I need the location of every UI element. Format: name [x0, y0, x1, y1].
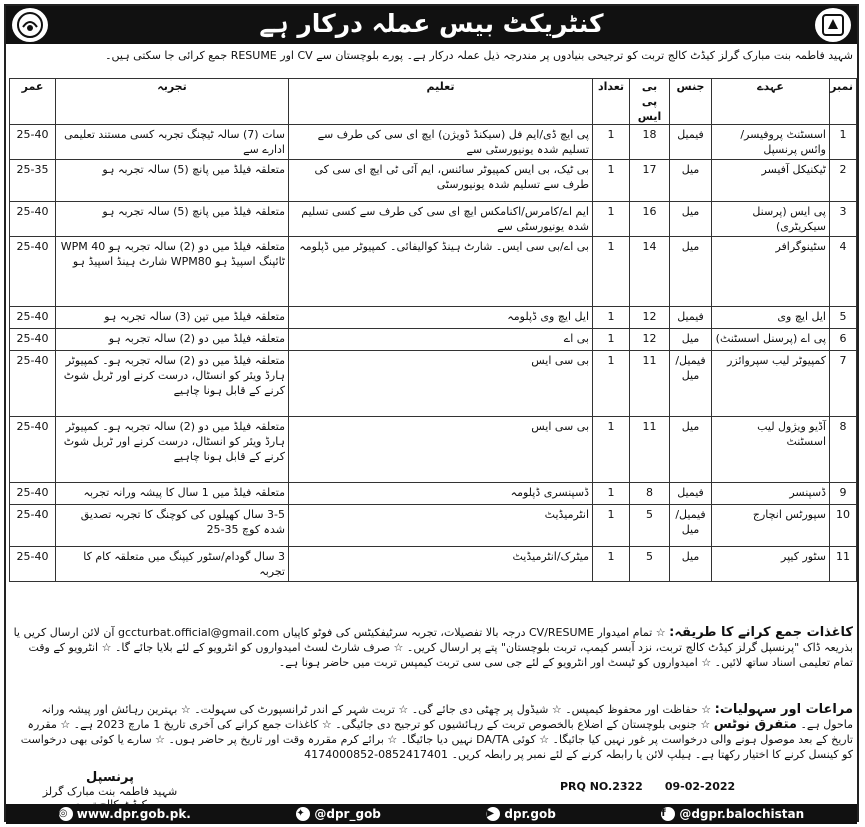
cell-no: 4 — [830, 237, 857, 307]
cell-gender: فیمیل/میل — [670, 351, 712, 417]
cell-experience: متعلقہ فیلڈ میں دو (2) سالہ تجربہ ہو۔ کمپیوٹر ہارڈ ویئر کو انسٹال، درست کرنے اور ٹربل شوٹ کرنے کے قابل ہونا چاہیے — [56, 417, 289, 483]
cell-bps: 14 — [630, 237, 670, 307]
cell-post: آڈیو ویژول لیب اسسٹنٹ — [712, 417, 830, 483]
cell-bps: 12 — [630, 329, 670, 351]
header-education: تعلیم — [289, 79, 593, 125]
cell-bps: 5 — [630, 547, 670, 582]
cell-gender: فیمیل/میل — [670, 505, 712, 547]
cell-age: 25-40 — [10, 125, 56, 160]
header-count: تعداد — [593, 79, 630, 125]
footer-youtube[interactable]: ▶ dpr.gob — [486, 807, 556, 821]
cell-count: 1 — [593, 237, 630, 307]
cell-count: 1 — [593, 160, 630, 202]
youtube-icon: ▶ — [486, 807, 500, 821]
cell-no: 1 — [830, 125, 857, 160]
table-row — [10, 202, 857, 237]
cell-count: 1 — [593, 351, 630, 417]
cell-experience: متعلقہ فیلڈ میں پانچ (5) سالہ تجربہ ہو — [56, 160, 289, 202]
cell-education: بی اے — [289, 329, 593, 351]
cell-count: 1 — [593, 125, 630, 160]
cell-no: 6 — [830, 329, 857, 351]
cell-age: 25-40 — [10, 351, 56, 417]
table-row — [10, 547, 857, 582]
cell-post: ایل ایچ وی — [712, 307, 830, 329]
cell-no: 11 — [830, 547, 857, 582]
cell-experience: متعلقہ فیلڈ میں پانچ (5) سالہ تجربہ ہو — [56, 202, 289, 237]
prq-number: PRQ NO.2322 — [560, 780, 643, 793]
cell-bps: 11 — [630, 417, 670, 483]
cell-gender: فیمیل — [670, 125, 712, 160]
cell-education: بی اے/بی سی ایس۔ شارٹ ہینڈ کوالیفائی۔ کمپیوٹر میں ڈپلومہ — [289, 237, 593, 307]
cell-age: 25-40 — [10, 483, 56, 505]
cell-count: 1 — [593, 505, 630, 547]
cell-age: 25-40 — [10, 237, 56, 307]
table-row — [10, 237, 857, 307]
cell-gender: میل — [670, 160, 712, 202]
cell-post: ٹیکنیکل آفیسر — [712, 160, 830, 202]
facebook-icon: f — [661, 807, 675, 821]
cell-count: 1 — [593, 547, 630, 582]
misc-text: ☆ جنوبی بلوچستان کے اضلاع بالخصوص تربت کے رہائشیوں کو ترجیح دی جائیگی۔ ☆ کاغذات جمع کرانے کی آخری تاریخ 1 مارچ 2023 ہے۔ ☆ مقررہ تاریخ کے بعد موصول ہونے والی درخواست پر غور نہیں کیا جائیگا۔ ☆ کوئی DA/TA نہیں دیا جائیگا۔ ☆ برائے کرم مقررہ وقت اور تاریخ پر حاضر ہوں۔ ☆ سارے یا کوئی بھی درخواست کو کینسل کرنے کا اختیار رکھتا ہے۔ ہیلپ لائن یا رابطہ کرنے کے لئے نمبر پر رابطہ کریں۔ — [20, 718, 853, 761]
cell-education: بی ٹیک، بی ایس کمپیوٹر سائنس، ایم آئی ٹی ایچ ای سی کی طرف سے تسلیم شدہ یونیورسٹی — [289, 160, 593, 202]
cell-bps: 16 — [630, 202, 670, 237]
cell-no: 10 — [830, 505, 857, 547]
government-logo-icon — [815, 8, 851, 42]
cell-bps: 12 — [630, 307, 670, 329]
apply-section — [10, 625, 853, 670]
cell-no: 5 — [830, 307, 857, 329]
table-row — [10, 351, 857, 417]
cell-bps: 11 — [630, 351, 670, 417]
cell-post: سپورٹس انچارج — [712, 505, 830, 547]
cell-experience: متعلقہ فیلڈ میں تین (3) سالہ تجربہ ہو — [56, 307, 289, 329]
cell-education: انٹرمیڈیٹ — [289, 505, 593, 547]
cell-post: پی ایس (پرسنل سیکریٹری) — [712, 202, 830, 237]
cell-no: 8 — [830, 417, 857, 483]
cell-experience: متعلقہ فیلڈ میں دو (2) سالہ تجربہ ہو 40 WPM ٹائپنگ اسپیڈ ہو WPM80 شارٹ ہینڈ اسپیڈ ہو — [56, 237, 289, 307]
cell-gender: فیمیل — [670, 307, 712, 329]
table-row — [10, 160, 857, 202]
cell-experience: متعلقہ فیلڈ میں دو (2) سالہ تجربہ ہو۔ کمپیوٹر ہارڈ ویئر کو انسٹال، درست کرنے اور ٹربل شوٹ کرنے کے قابل ہونا چاہیے — [56, 351, 289, 417]
cell-education: ڈسپنسری ڈپلومہ — [289, 483, 593, 505]
header-bps: بی پی ایس — [630, 79, 670, 125]
signature-title: پرنسپل — [86, 770, 134, 785]
page-title: کنٹریکٹ بیس عملہ درکار ہے — [259, 9, 604, 38]
cell-age: 25-40 — [10, 307, 56, 329]
footer-facebook[interactable]: f @dgpr.balochistan — [661, 807, 805, 821]
table-row — [10, 329, 857, 351]
cell-post: ڈسپنسر — [712, 483, 830, 505]
header-experience: تجربہ — [56, 79, 289, 125]
cell-post: پی اے (پرسنل اسسٹنٹ) — [712, 329, 830, 351]
cell-post: اسسٹنٹ پروفیسر/وائس پرنسپل — [712, 125, 830, 160]
cell-age: 25-35 — [10, 160, 56, 202]
facilities-heading: مراعات اور سہولیات: — [714, 702, 853, 717]
cell-education: پی ایچ ڈی/ایم فل (سیکنڈ ڈویژن) ایچ ای سی کی طرف سے تسلیم شدہ یونیورسٹی سے — [289, 125, 593, 160]
cell-count: 1 — [593, 417, 630, 483]
twitter-icon: ✦ — [296, 807, 310, 821]
jobs-table — [9, 78, 857, 582]
header-age: عمر — [10, 79, 56, 125]
cell-age: 25-40 — [10, 417, 56, 483]
cell-count: 1 — [593, 329, 630, 351]
cell-gender: میل — [670, 202, 712, 237]
cell-experience: 3 سال گودام/سٹور کیپنگ میں متعلقہ کام کا تجربہ — [56, 547, 289, 582]
misc-heading: متفرق نوٹس — [713, 717, 797, 732]
cell-count: 1 — [593, 307, 630, 329]
cell-education: بی سی ایس — [289, 417, 593, 483]
facilities-text: ☆ حفاظت اور محفوظ کیمپس۔ ☆ شیڈول پر چھٹی دی جائے گی۔ ☆ تربت شہر کے اندر ٹرانسپورٹ کی سہولت۔ ☆ بہترین رہائش اور پیشہ ورانہ ماحول ہے۔ — [41, 703, 853, 731]
cell-post: کمپیوٹر لیب سپروائزر — [712, 351, 830, 417]
cell-gender: میل — [670, 237, 712, 307]
cell-post: سٹور کیپر — [712, 547, 830, 582]
cell-age: 25-40 — [10, 202, 56, 237]
prq-block — [560, 780, 735, 793]
cell-bps: 8 — [630, 483, 670, 505]
table-header-row — [10, 79, 857, 125]
table-row — [10, 307, 857, 329]
cell-education: ایل ایچ وی ڈپلومہ — [289, 307, 593, 329]
cell-age: 25-40 — [10, 547, 56, 582]
footer-twitter[interactable]: ✦ @dpr_gob — [296, 807, 381, 821]
intro-text: شہید فاطمہ بنت مبارک گرلز کیڈٹ کالج تربت کو ترجیحی بنیادوں پر مندرجہ ذیل عملہ درکار ہے۔ پورے بلوچستان سے CV اور RESUME جمع کرائی جا سکتی ہیں۔ — [105, 49, 853, 62]
cell-education: ایم اے/کامرس/اکنامکس ایچ ای سی کی طرف سے کسی تسلیم شدہ یونیورسٹی سے — [289, 202, 593, 237]
cell-bps: 5 — [630, 505, 670, 547]
header-post: عہدے — [712, 79, 830, 125]
cell-gender: فیمیل — [670, 483, 712, 505]
header-no: نمبر — [830, 79, 857, 125]
cell-experience: متعلقہ فیلڈ میں دو (2) سالہ تجربہ ہو — [56, 329, 289, 351]
cell-count: 1 — [593, 202, 630, 237]
cell-age: 25-40 — [10, 505, 56, 547]
footer-web[interactable]: ◎ www.dpr.gob.pk. — [58, 807, 191, 821]
header-bar — [6, 6, 857, 44]
cell-education: بی سی ایس — [289, 351, 593, 417]
cell-post: سٹینوگرافر — [712, 237, 830, 307]
cell-experience: سات (7) سالہ ٹیچنگ تجربہ کسی مستند تعلیمی ادارے سے — [56, 125, 289, 160]
cell-count: 1 — [593, 483, 630, 505]
cell-gender: میل — [670, 547, 712, 582]
cell-no: 9 — [830, 483, 857, 505]
cell-no: 2 — [830, 160, 857, 202]
table-row — [10, 483, 857, 505]
apply-heading: کاغذات جمع کرانے کا طریقہ: — [669, 625, 853, 640]
prq-date: 09-02-2022 — [664, 780, 736, 793]
cell-education: میٹرک/انٹرمیڈیٹ — [289, 547, 593, 582]
cell-gender: میل — [670, 329, 712, 351]
cell-bps: 17 — [630, 160, 670, 202]
footer-bar — [6, 804, 857, 824]
cell-no: 7 — [830, 351, 857, 417]
helpline-phone: 0852417401-4174000852 — [304, 748, 449, 761]
globe-icon: ◎ — [59, 807, 73, 821]
apply-text: ☆ تمام امیدوار CV/RESUME درجہ بالا تفصیلات، تجربہ سرٹیفکیٹس کی فوٹو کاپیاں gccturbat.official@gmail.com آن لائن ارسال کریں یا بذریعہ ڈاک "پرنسپل گرلز کیڈٹ کالج تربت، نزد آبسر کیمپ، تربت بلوچستان" پتے پر ارسال کریں۔ ☆ صرف شارٹ لسٹ امیدواروں کو انٹرویو کے لئے بلایا جائے گا۔ ☆ انٹرویو کے وقت تمام تعلیمی اسناد ساتھ لائیں۔ ☆ امیدواروں کو ٹیسٹ اور انٹرویو کے لئے جی سی سی تربت کیمپس تربت میں حاضر ہونا ہے۔ — [13, 626, 853, 669]
header-gender: جنس — [670, 79, 712, 125]
signature-org: شہید فاطمہ بنت مبارک گرلز — [42, 785, 178, 798]
cell-bps: 18 — [630, 125, 670, 160]
cell-no: 3 — [830, 202, 857, 237]
cell-experience: 3-5 سال کھیلوں کی کوچنگ کا تجربہ تصدیق شدہ کوچ 35-25 — [56, 505, 289, 547]
facilities-section — [10, 702, 853, 762]
cell-experience: متعلقہ فیلڈ میں 1 سال کا پیشہ ورانہ تجربہ — [56, 483, 289, 505]
cell-age: 25-40 — [10, 329, 56, 351]
table-row — [10, 125, 857, 160]
table-row — [10, 417, 857, 483]
cell-gender: میل — [670, 417, 712, 483]
table-row — [10, 505, 857, 547]
